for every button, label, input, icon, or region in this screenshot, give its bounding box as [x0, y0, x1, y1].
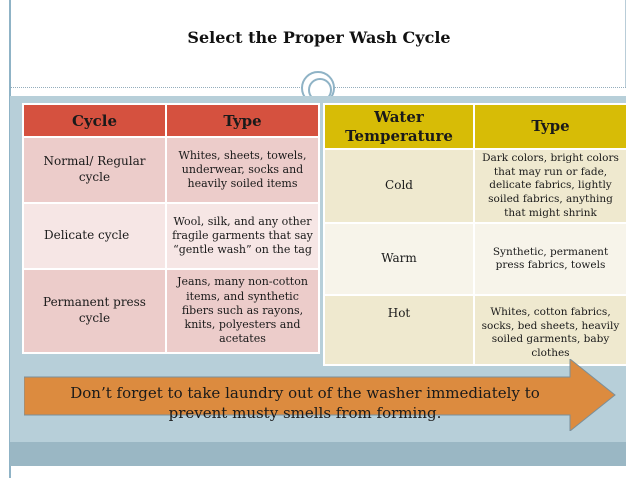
table-row	[23, 269, 319, 353]
column-header-type: Type	[474, 104, 627, 149]
cycle-cell: Permanent press cycle	[23, 269, 166, 353]
type-cell: Synthetic, permanent press fabrics, towels	[474, 223, 627, 295]
table-row	[324, 295, 627, 365]
temperature-cell: Warm	[324, 223, 474, 295]
footer-band	[10, 442, 626, 466]
type-cell: Whites, cotton fabrics, socks, bed sheets, heavily soiled garments, baby clothes	[474, 295, 627, 365]
type-cell: Wool, silk, and any other fragile garments that say “gentle wash” on the tag	[166, 203, 319, 269]
cycle-cell: Delicate cycle	[23, 203, 166, 269]
column-header-type: Type	[166, 104, 319, 137]
table-row	[324, 223, 627, 295]
temperature-cell: Hot	[324, 295, 474, 365]
type-cell: Whites, sheets, towels, underwear, socks and heavily soiled items	[166, 137, 319, 203]
table-row	[324, 149, 627, 223]
column-header-cycle: Cycle	[23, 104, 166, 137]
temperature-cell: Cold	[324, 149, 474, 223]
wash-cycle-table	[22, 103, 320, 354]
cycle-cell: Normal/ Regular cycle	[23, 137, 166, 203]
water-temperature-table	[323, 103, 628, 366]
column-header-water-temperature: Water Temperature	[324, 104, 474, 149]
table-row	[23, 137, 319, 203]
type-cell: Dark colors, bright colors that may run or fade, delicate fabrics, lightly soiled fabrics, anything that might shrink	[474, 149, 627, 223]
table-row	[23, 203, 319, 269]
slide-title: Select the Proper Wash Cycle	[187, 28, 451, 47]
callout-text: Don’t forget to take laundry out of the washer immediately to prevent musty smells from forming.	[70, 384, 540, 422]
type-cell: Jeans, many non-cotton items, and synthetic fibers such as rayons, knits, polyesters and acetates	[166, 269, 319, 353]
